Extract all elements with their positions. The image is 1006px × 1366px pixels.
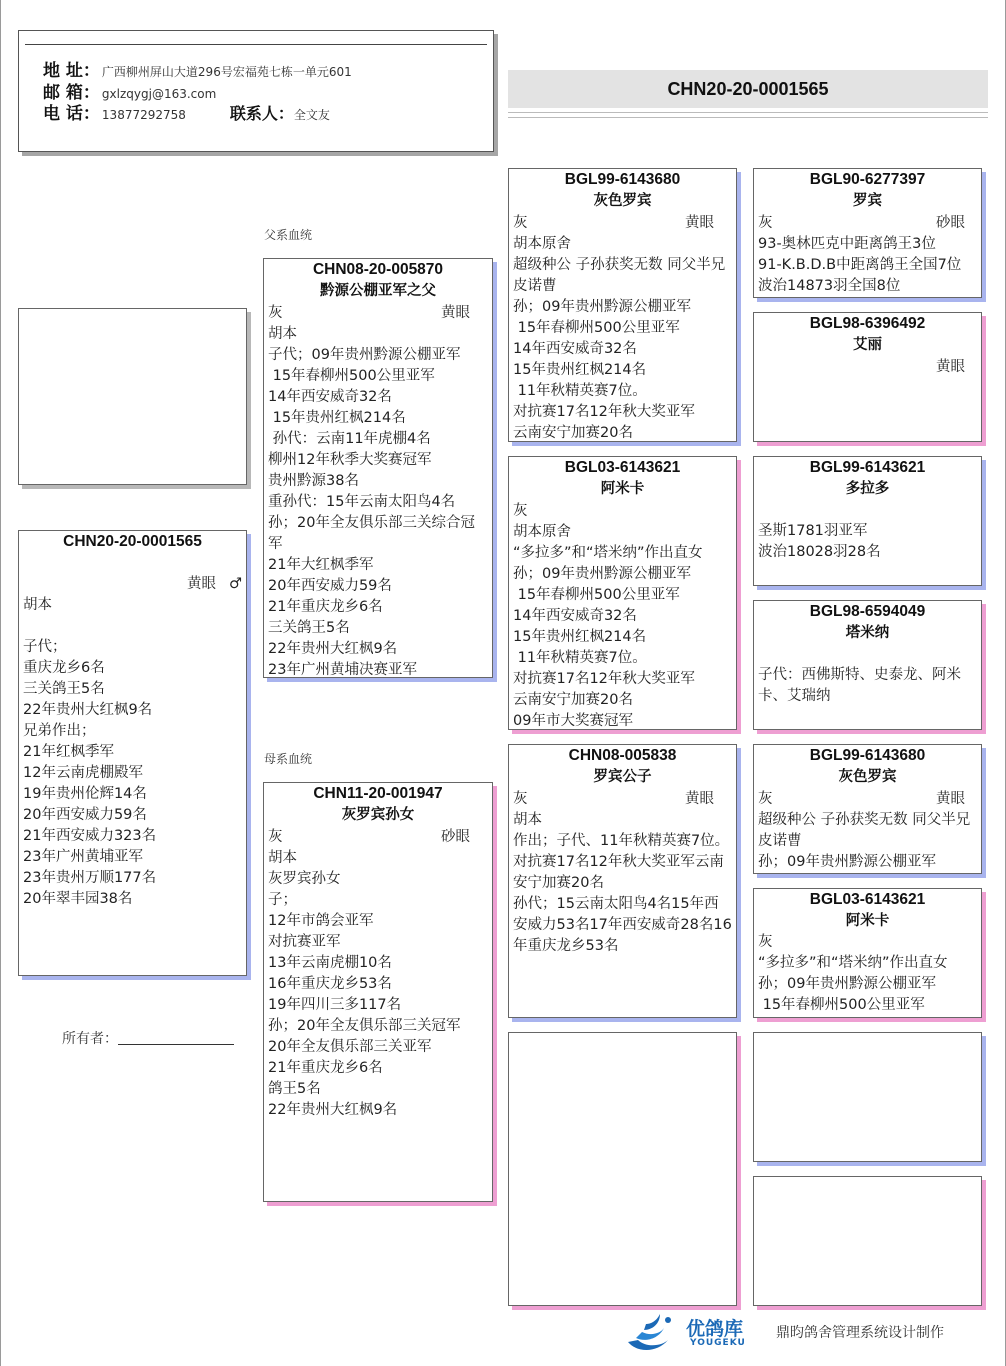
dss-notes	[754, 810, 981, 873]
note-line: 20年翠丰园38名	[23, 891, 133, 907]
sire-color: 灰	[268, 305, 283, 321]
note-line: 19年贵州伦辉14名	[23, 786, 147, 802]
address-value: 广西柳州屏山大道296号宏福苑七栋一单元601	[101, 65, 352, 79]
note-line: 对抗赛17名12年秋大奖亚军	[513, 671, 695, 687]
dam-dam-card	[508, 1032, 737, 1306]
sss-name: 罗宾	[853, 193, 882, 209]
note-line: 20年全友俱乐部三关亚军	[268, 1039, 432, 1055]
sire-line-label: 父系血统	[264, 228, 313, 242]
note-line: 贵州黔源38名	[268, 473, 359, 489]
note-line: 对抗赛亚军	[268, 934, 341, 950]
note-line: 灰	[758, 934, 773, 950]
contact-person-value: 全文友	[293, 108, 330, 122]
note-line: 14年西安威奇32名	[268, 389, 392, 405]
sire-notes	[264, 324, 492, 678]
note-line: 16年重庆龙乡53名	[268, 976, 392, 992]
dam-sire-attr-row	[509, 788, 736, 810]
sds-name: 多拉多	[845, 481, 890, 497]
sire-sire-ring: BGL99-6143680	[564, 171, 681, 188]
ssd-name: 艾丽	[853, 337, 882, 353]
note-line: 15年贵州红枫214名	[513, 362, 647, 378]
note-line: 23年广州黄埔亚军	[23, 849, 143, 865]
note-line: 孙；20年全友俱乐部三关综合冠军	[268, 515, 475, 552]
dam-sire-eye: 黄眼	[685, 791, 714, 807]
dss-color: 灰	[758, 791, 773, 807]
sire-dam-attr-row	[509, 500, 736, 522]
note-line: 胡本原舍	[513, 524, 571, 540]
note-line: 重孙代：15年云南太阳鸟4名	[268, 494, 456, 510]
sdd-ring: BGL98-6594049	[809, 603, 926, 620]
dam-sire-color: 灰	[513, 791, 528, 807]
sire-sire-card	[508, 168, 737, 442]
dam-eye: 砂眼	[441, 829, 470, 845]
sire-dam-card	[508, 456, 737, 730]
note-line: 重庆龙乡6名	[23, 660, 105, 676]
note-line: 21年重庆龙乡6名	[268, 599, 383, 615]
note-line: 三关鸽王5名	[268, 620, 350, 636]
header-rule-top	[508, 112, 988, 113]
note-line: 胡本	[268, 850, 297, 866]
note-line	[19, 616, 246, 637]
sire-card	[263, 258, 493, 678]
subject-ring: CHN20-20-0001565	[63, 533, 202, 550]
sdd-notes	[754, 644, 981, 707]
dsd-notes	[754, 932, 981, 1016]
note-line: 23年贵州万顺177名	[23, 870, 157, 886]
note-line: 孙代；15云南太阳鸟4名15年西安威力53名17年西安威奇28名16年重庆龙乡53名	[513, 896, 732, 954]
pedigree-title-bar: CHN20-20-0001565	[508, 70, 988, 108]
sire-sire-name: 灰色罗宾	[593, 193, 652, 209]
note-line: 鸽王5名	[268, 1081, 321, 1097]
note-line: 超级种公 子孙获奖无数 同父半兄皮诺曹	[513, 257, 726, 294]
sire-dam-notes	[509, 522, 736, 730]
subject-card	[18, 530, 247, 976]
note-line: 21年红枫季军	[23, 744, 114, 760]
sire-eye: 黄眼	[441, 305, 470, 321]
owner-field	[62, 1028, 234, 1048]
note-line: 孙；09年贵州黔源公棚亚军	[513, 566, 691, 582]
note-line: 12年市鸽会亚军	[268, 913, 374, 929]
note-line: 23年广州黄埔决赛亚军	[268, 662, 417, 678]
page-left-edge	[0, 0, 1, 1366]
note-line: 子代；	[23, 639, 67, 655]
ssd-eye: 黄眼	[936, 359, 965, 375]
note-line: 作出；子代、11年秋精英赛7位。对抗赛17名12年秋大奖亚军云南安宁加赛20名	[513, 833, 730, 891]
note-line: 20年西安威力59名	[23, 807, 147, 823]
dam-sire-card	[508, 744, 737, 1018]
note-line: 21年大红枫季军	[268, 557, 374, 573]
note-line: 15年贵州红枫214名	[268, 410, 406, 426]
note-line: 云南安宁加赛20名	[513, 425, 633, 441]
phone-label: 电 话：	[43, 104, 100, 124]
note-line: 孙；09年贵州黔源公棚亚军	[758, 976, 936, 992]
header-rule-bottom	[508, 117, 988, 118]
address-label: 地 址：	[43, 61, 100, 81]
note-line: 子代：西佛斯特、史泰龙、阿米卡、艾瑞纳	[758, 667, 961, 704]
sds-notes	[754, 500, 981, 563]
note-line: 胡本	[513, 812, 542, 828]
dam-ring: CHN11-20-001947	[313, 785, 443, 802]
sire-sire-color: 灰	[513, 215, 528, 231]
note-line: 孙；20年全友俱乐部三关冠军	[268, 1018, 461, 1034]
dam-notes	[264, 848, 492, 1121]
note-line: 22年贵州大红枫9名	[23, 702, 153, 718]
dss-name: 灰色罗宾	[838, 769, 897, 785]
note-line: 波治14873羽全国8位	[758, 278, 901, 294]
note-line: 波治18028羽28名	[758, 544, 881, 560]
phone-value: 13877292758	[101, 108, 186, 122]
note-line: 11年秋精英赛7位。	[513, 383, 647, 399]
sss-card	[753, 168, 982, 298]
dam-color: 灰	[268, 829, 283, 845]
contact-person-label: 联系人：	[229, 104, 294, 123]
sire-name: 黔源公棚亚军之父	[320, 283, 436, 299]
phone-row	[43, 99, 330, 124]
note-line: 云南安宁加赛20名	[513, 692, 633, 708]
sire-dam-color: 灰	[513, 503, 528, 519]
note-line: 15年春柳州500公里亚军	[758, 997, 925, 1013]
note-line: 圣斯1781羽亚军	[758, 523, 868, 539]
dsd-name: 阿米卡	[845, 913, 890, 929]
dam-attr-row	[264, 826, 492, 848]
note-line: 91-K.B.D.B中距离鸽王全国7位	[758, 257, 962, 273]
ssd-ring: BGL98-6396492	[809, 315, 926, 332]
sire-ring: CHN08-20-005870	[312, 261, 444, 278]
note-line: 孙；09年贵州黔源公棚亚军	[513, 299, 691, 315]
note-line: 三关鸽王5名	[23, 681, 105, 697]
sire-attr-row	[264, 302, 492, 324]
subject-eye: 黄眼	[187, 576, 216, 592]
dss-ring: BGL99-6143680	[809, 747, 926, 764]
subject-notes	[19, 595, 246, 910]
note-line	[754, 644, 981, 665]
sss-notes	[754, 234, 981, 297]
dss-card	[753, 744, 982, 874]
sire-sire-notes	[509, 234, 736, 442]
dam-sire-ring: CHN08-005838	[568, 747, 677, 764]
sss-eye: 砂眼	[936, 215, 965, 231]
email-value[interactable]: gxlzqygj@163.com	[101, 87, 217, 101]
note-line: 12年云南虎棚殿军	[23, 765, 143, 781]
note-line: 超级种公 子孙获奖无数 同父半兄皮诺曹	[758, 812, 971, 849]
note-line: “多拉多”和“塔米纳”作出直女	[513, 545, 703, 561]
dam-card	[263, 782, 493, 1202]
note-line: 15年贵州红枫214名	[513, 629, 647, 645]
sire-dam-ring: BGL03-6143621	[564, 459, 681, 476]
male-symbol-icon: ♂	[229, 576, 242, 592]
note-line: 对抗赛17名12年秋大奖亚军	[513, 404, 695, 420]
ddd-card	[753, 1176, 982, 1306]
owner-label: 所有者：	[62, 1031, 118, 1047]
brand-name-en: YOUGEKU	[690, 1338, 746, 1348]
sdd-name: 塔米纳	[845, 625, 890, 641]
note-line: 15年春柳州500公里亚军	[268, 368, 435, 384]
sdd-card	[753, 600, 982, 730]
note-line: 子；	[268, 892, 297, 908]
ssd-card	[753, 312, 982, 442]
note-line: “多拉多”和“塔米纳”作出直女	[758, 955, 948, 971]
sss-attr-row	[754, 212, 981, 234]
note-line	[754, 500, 981, 521]
note-line: 13年云南虎棚10名	[268, 955, 392, 971]
credit-text: 鼎昀鸽舍管理系统设计制作	[776, 1325, 944, 1341]
email-label: 邮 箱：	[43, 83, 100, 103]
dsd-card	[753, 888, 982, 1018]
sire-sire-attr-row	[509, 212, 736, 234]
sire-sire-eye: 黄眼	[685, 215, 714, 231]
sds-card	[753, 456, 982, 586]
note-line: 孙；09年贵州黔源公棚亚军	[758, 854, 936, 870]
ssd-attr-row	[754, 356, 981, 378]
dds-card	[753, 1032, 982, 1162]
note-line: 胡本	[268, 326, 297, 342]
contact-box	[18, 30, 494, 152]
note-line: 20年西安威力59名	[268, 578, 392, 594]
note-line: 22年贵州大红枫9名	[268, 641, 398, 657]
dam-name: 灰罗宾孙女	[341, 807, 415, 823]
note-line: 21年西安威力323名	[23, 828, 157, 844]
subject-attr-row	[19, 573, 246, 595]
note-line: 兄弟作出；	[23, 723, 96, 739]
sds-ring: BGL99-6143621	[809, 459, 926, 476]
dss-attr-row	[754, 788, 981, 810]
note-line: 胡本原舍	[513, 236, 571, 252]
note-line: 孙代：云南11年虎棚4名	[268, 431, 431, 447]
note-line: 21年重庆龙乡6名	[268, 1060, 383, 1076]
sss-color: 灰	[758, 215, 773, 231]
note-line: 14年西安威奇32名	[513, 608, 637, 624]
bird-photo-placeholder	[18, 308, 247, 485]
wave-logo-icon	[622, 1312, 682, 1356]
note-line: 14年西安威奇32名	[513, 341, 637, 357]
note-line: 11年秋精英赛7位。	[513, 650, 647, 666]
note-line: 22年贵州大红枫9名	[268, 1102, 398, 1118]
dss-eye: 黄眼	[936, 791, 965, 807]
note-line: 胡本	[23, 597, 52, 613]
sss-ring: BGL90-6277397	[809, 171, 926, 188]
note-line: 柳州12年秋季大奖赛冠军	[268, 452, 432, 468]
note-line: 15年春柳州500公里亚军	[513, 320, 680, 336]
note-line: 15年春柳州500公里亚军	[513, 587, 680, 603]
note-line: 子代；09年贵州黔源公棚亚军	[268, 347, 461, 363]
dam-sire-name: 罗宾公子	[593, 769, 652, 785]
contact-divider	[25, 44, 487, 45]
brand-name: 优鸽库	[686, 1318, 744, 1340]
note-line: 灰罗宾孙女	[268, 871, 341, 887]
dam-sire-notes	[509, 810, 736, 957]
note-line: 19年四川三多117名	[268, 997, 402, 1013]
note-line: 93-奥林匹克中距离鸽王3位	[758, 236, 936, 252]
dsd-ring: BGL03-6143621	[809, 891, 926, 908]
sire-dam-name: 阿米卡	[600, 481, 645, 497]
dam-line-label: 母系血统	[264, 752, 313, 766]
note-line: 09年市大奖赛冠军	[513, 713, 633, 729]
owner-blank-line	[118, 1030, 234, 1045]
